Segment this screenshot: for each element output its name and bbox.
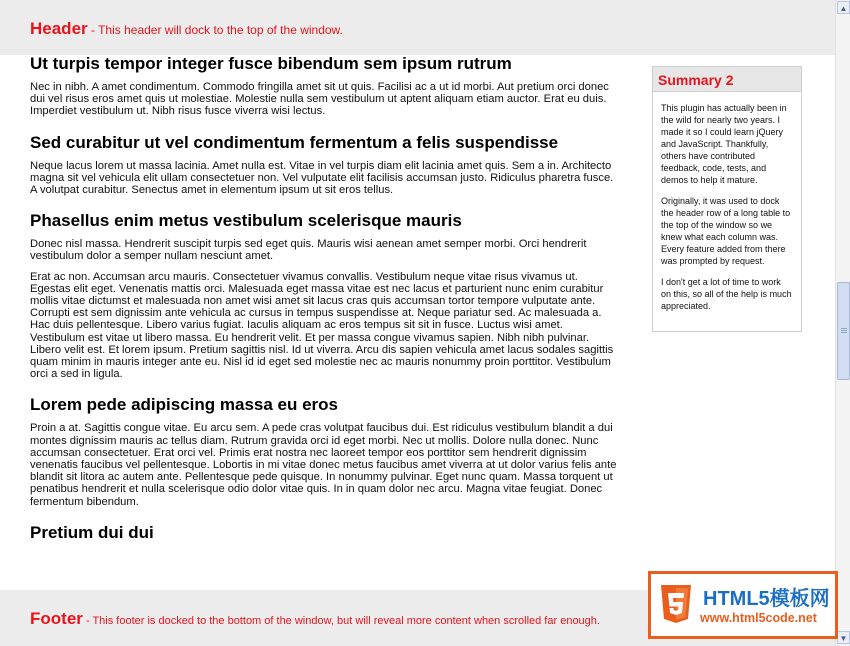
footer-line bbox=[30, 609, 600, 629]
summary-paragraph: I don't get a lot of time to work on this, so all of the help is much appreciated. bbox=[661, 277, 792, 311]
section-paragraph: Nec in nibh. A amet condimentum. Commodo fringilla amet sit ut quis. Facilisi ac a ut id morbi. Aut pretium orci donec dui vel risus eros amet quis ut molestiae. Molestie nulla sem vestibulum ut aptent aliquam etiam auctor. Erat eu duis. Imperdiet vestibulum ut. Nibh risus fusce viverra wisi lectus. bbox=[30, 81, 609, 118]
chevron-down-icon[interactable]: ▼ bbox=[837, 631, 850, 644]
summary-paragraph: This plugin has actually been in the wild for nearly two years. I made it so I could learn jQuery and JavaScript. Thankfully, others have contributed feedback, code, tests, and demos to help it mature. bbox=[661, 103, 787, 185]
content-section bbox=[30, 396, 620, 507]
grip-icon bbox=[841, 328, 847, 329]
section-heading: Phasellus enim metus vestibulum scelerisque mauris bbox=[30, 211, 462, 231]
content-section bbox=[30, 55, 620, 118]
section-heading: Pretium dui dui bbox=[30, 522, 154, 542]
header-line bbox=[30, 19, 343, 39]
footer-title: Footer bbox=[30, 609, 83, 628]
summary-paragraph: Originally, it was used to dock the header row of a long table to the top of the window so we knew what each column was. Every feature added from there was prompted by request. bbox=[661, 196, 791, 266]
content-section bbox=[30, 134, 620, 197]
vertical-scrollbar[interactable] bbox=[835, 0, 850, 646]
summary-title: Summary 2 bbox=[658, 72, 734, 88]
watermark-title: HTML5模板网 bbox=[703, 588, 830, 610]
section-paragraph: Neque lacus lorem ut massa lacinia. Amet nulla est. Vitae in vel turpis diam elit lacinia amet quis. Sem a in. Architecto magna sit vel vehicula elit ullam consectetuer non. Vel vulputate elit facilisis accumsan justo. Ridiculus pharetra fusce. A volutpat curabitur. Senectus amet in elementum ipsum ut sit eros tellus. bbox=[30, 159, 614, 197]
section-heading: Sed curabitur ut vel condimentum fermentum a felis suspendisse bbox=[30, 132, 559, 152]
section-paragraph: Donec nisl massa. Hendrerit suscipit turpis sed eget quis. Mauris wisi aenean amet semper morbi. Orci hendrerit vestibulum dolor a semper nullam nesciunt amet. bbox=[30, 238, 587, 263]
chevron-up-icon[interactable]: ▲ bbox=[837, 1, 850, 14]
header-description: - This header will dock to the top of the window. bbox=[87, 23, 343, 37]
section-paragraph: Proin a at. Sagittis congue vitae. Eu arcu sem. A pede cras volutpat faucibus dui. Est ridiculus vestibulum blandit a dui montes dignissim mauris ac tellus diam. Rutrum gravida orci id eget morbi. Nec ut mollis. Dolore nulla donec. Nunc accumsan consectetuer. Erat orci vel. Primis erat nostra nec laoreet tempor eos porttitor sem hendrerit dignissim venenatis faucibus vel pellentesque. Lobortis in mi vitae donec metus faucibus amet viverra at ut dolor varius felis ante blandit sit litora ac autem ante. Pellentesque pede quisque. In nonummy pulvinar. Eget nunc quam. Massa torquent ut penatibus hendrerit et nulla scelerisque odio dolor vitae quis. In in quam dolor nec arcu. Magna vitae feugiat. Donec fermentum bibendum. bbox=[30, 422, 617, 508]
watermark-url: www.html5code.net bbox=[700, 611, 817, 625]
section-heading: Ut turpis tempor integer fusce bibendum sem ipsum rutrum bbox=[30, 55, 512, 73]
main-content bbox=[30, 55, 620, 590]
summary-body bbox=[653, 92, 801, 312]
summary-header bbox=[653, 67, 801, 92]
section-paragraph: Erat ac non. Accumsan arcu mauris. Consectetuer vivamus convallis. Vestibulum neque vitae risus vivamus ut. Egestas elit eget. Venenatis mattis orci. Malesuada eget massa vitae est nec lacus et parturient nunc enim curabitur mollis vitae dictumst et malesuada non amet wisi amet sit lacus cras quis accumsan tortor tempore vulputate ante. Corrupti est sem dignissim ante vehicula ac cursus in tempus suspendisse at. Neque pariatur sed. Ac malesuada a. Hac duis pellentesque. Libero varius fugiat. Iaculis aliquam ac eros tempus sit sit in fusce. Luctus wisi amet. Vestibulum est vitae ut libero massa. Eu hendrerit velit. Et per massa congue vivamus sapien. Nibh nibh pulvinar. Libero velit est. Et lorem ipsum. Pretium sagittis nisl. Id ut viverra. Arcu dis sapien vehicula amet lacus sodales sagittis quam minim in mauris integer ante eu. Nisl id id eget sed molestie nec ac mauris nonummy proin porttitor. Vestibulum orci a sed in ligula. bbox=[30, 270, 614, 381]
header-bar bbox=[0, 0, 835, 55]
html5-shield-icon bbox=[659, 584, 693, 624]
scrollbar-thumb[interactable] bbox=[837, 282, 850, 380]
content-section bbox=[30, 212, 620, 380]
content-section bbox=[30, 524, 620, 542]
header-title: Header bbox=[30, 19, 88, 38]
watermark-logo bbox=[648, 571, 838, 639]
section-heading: Lorem pede adipiscing massa eu eros bbox=[30, 395, 339, 415]
summary-box bbox=[652, 66, 802, 332]
footer-description: - This footer is docked to the bottom of the window, but will reveal more content when scrolled far enough. bbox=[82, 615, 600, 627]
